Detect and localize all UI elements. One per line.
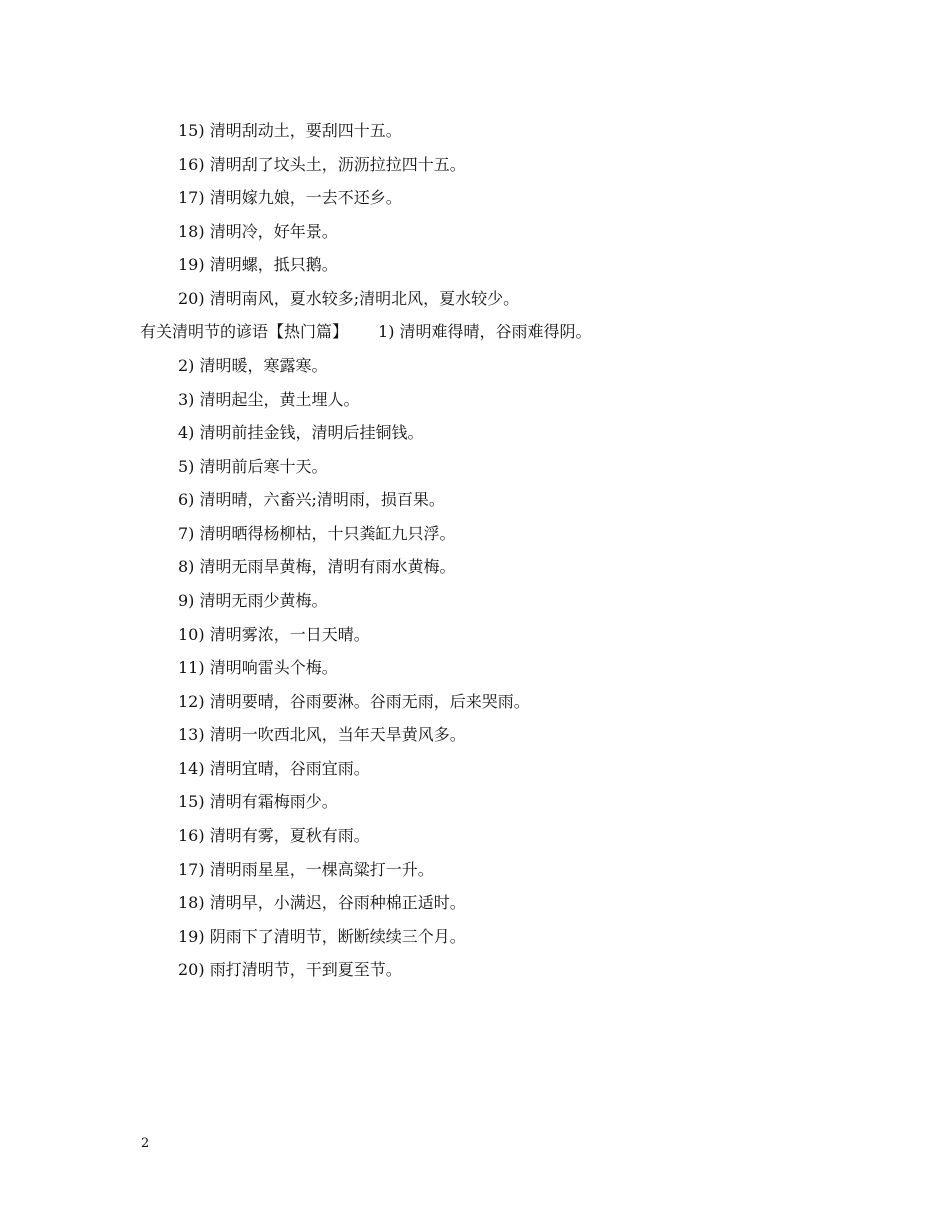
proverb-line: 5) 清明前后寒十天。 bbox=[178, 457, 328, 476]
proverb-line: 6) 清明晴，六畜兴;清明雨，损百果。 bbox=[178, 490, 445, 509]
proverb-line: 9) 清明无雨少黄梅。 bbox=[178, 591, 328, 610]
proverb-line: 15) 清明有霜梅雨少。 bbox=[178, 792, 338, 811]
section-heading-line bbox=[140, 322, 592, 342]
proverb-line: 8) 清明无雨旱黄梅，清明有雨水黄梅。 bbox=[178, 557, 456, 576]
proverb-line: 17) 清明嫁九娘，一去不还乡。 bbox=[178, 188, 402, 207]
proverb-line: 18) 清明早，小满迟，谷雨种棉正适时。 bbox=[178, 893, 466, 912]
proverb-line: 7) 清明晒得杨柳枯，十只粪缸九只浮。 bbox=[178, 524, 456, 543]
proverb-line: 15) 清明刮动土，要刮四十五。 bbox=[178, 121, 402, 140]
proverb-line: 16) 清明刮了坟头土，沥沥拉拉四十五。 bbox=[178, 155, 466, 174]
proverb-line: 1) 清明难得晴，谷雨难得阴。 bbox=[378, 322, 592, 341]
proverb-line: 10) 清明雾浓，一日天晴。 bbox=[178, 625, 370, 644]
proverb-line: 16) 清明有雾，夏秋有雨。 bbox=[178, 826, 370, 845]
proverb-line: 19) 阴雨下了清明节，断断续续三个月。 bbox=[178, 927, 466, 946]
proverb-line: 19) 清明螺，抵只鹅。 bbox=[178, 255, 338, 274]
proverb-line: 20) 清明南风，夏水较多;清明北风，夏水较少。 bbox=[178, 289, 520, 308]
proverb-line: 12) 清明要晴，谷雨要淋。谷雨无雨，后来哭雨。 bbox=[178, 692, 530, 711]
page-number: 2 bbox=[141, 1136, 150, 1151]
proverb-line: 18) 清明冷，好年景。 bbox=[178, 222, 338, 241]
proverb-line: 14) 清明宜晴，谷雨宜雨。 bbox=[178, 759, 370, 778]
proverb-line: 2) 清明暖，寒露寒。 bbox=[178, 356, 328, 375]
proverb-line: 17) 清明雨星星，一棵高粱打一升。 bbox=[178, 860, 434, 879]
proverb-line: 13) 清明一吹西北风，当年天旱黄风多。 bbox=[178, 725, 466, 744]
proverb-line: 11) 清明响雷头个梅。 bbox=[178, 658, 338, 677]
proverb-line: 3) 清明起尘，黄土埋人。 bbox=[178, 390, 360, 409]
section-heading: 有关清明节的谚语【热门篇】 bbox=[140, 322, 349, 341]
proverb-line: 4) 清明前挂金钱，清明后挂铜钱。 bbox=[178, 423, 424, 442]
proverb-line: 20) 雨打清明节，干到夏至节。 bbox=[178, 960, 402, 979]
